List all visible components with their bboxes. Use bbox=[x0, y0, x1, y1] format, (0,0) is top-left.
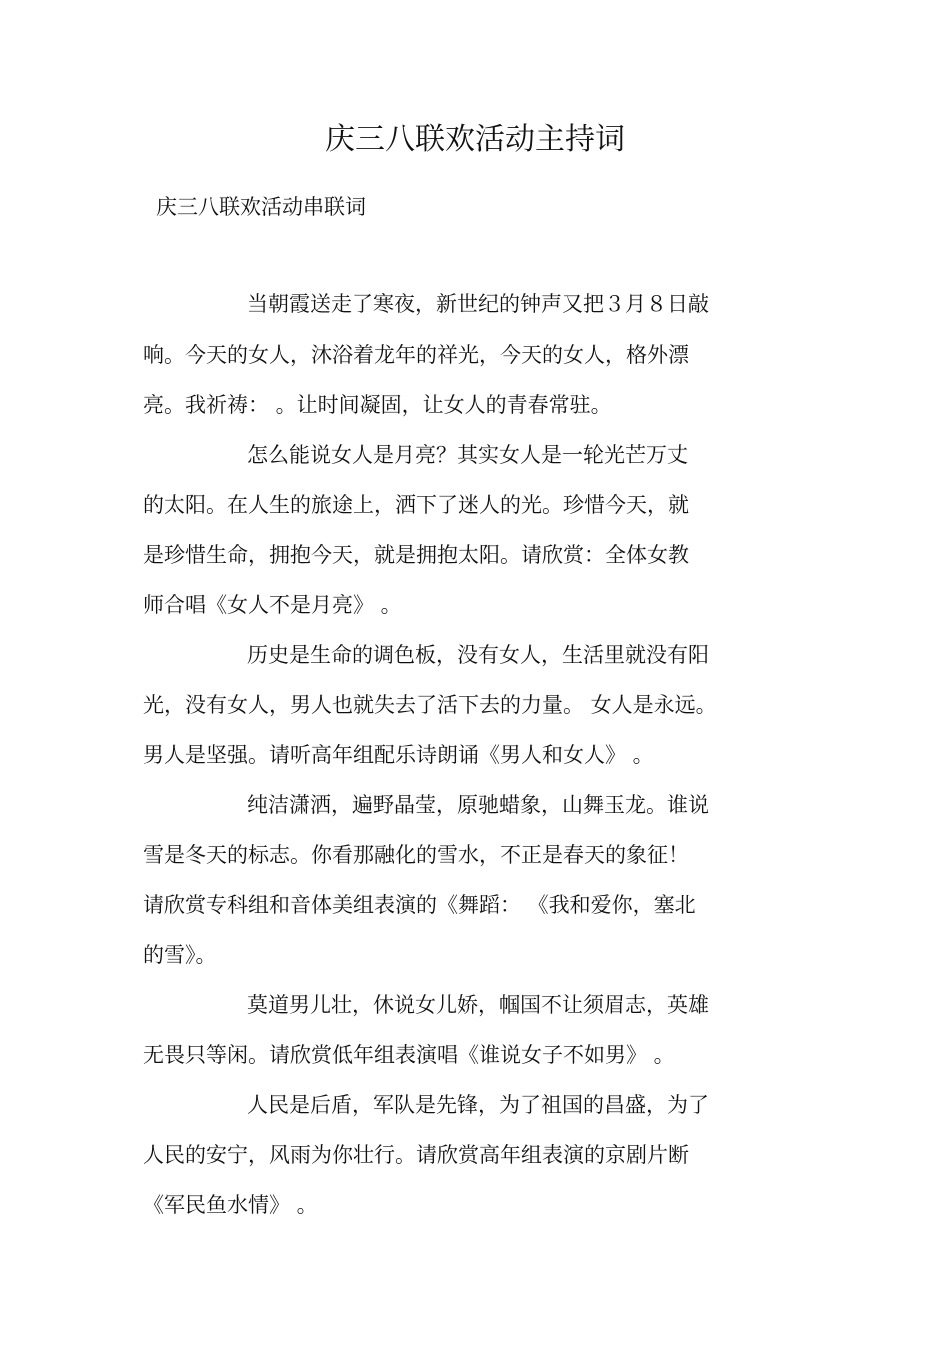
paragraph-6-line-1: 人民是后盾，军队是先锋，为了祖国的昌盛，为了 bbox=[247, 1093, 709, 1117]
paragraph-2-line-1: 怎么能说女人是月亮？其实女人是一轮光芒万丈 bbox=[247, 443, 688, 467]
paragraph-4-line-2: 雪是冬天的标志。你看那融化的雪水，不正是春天的象征！ bbox=[143, 843, 689, 867]
paragraph-3-line-3: 男人是坚强。请听高年组配乐诗朗诵《男人和女人》 。 bbox=[143, 743, 654, 767]
paragraph-5-line-2: 无畏只等闲。请欣赏低年组表演唱《谁说女子不如男》 。 bbox=[143, 1043, 675, 1067]
paragraph-6-line-3: 《军民鱼水情》 。 bbox=[143, 1193, 318, 1217]
paragraph-3-line-2: 光，没有女人，男人也就失去了活下去的力量。 女人是永远。 bbox=[143, 693, 717, 717]
document-title: 庆三八联欢活动主持词 bbox=[325, 122, 625, 157]
paragraph-1-line-2: 响。今天的女人，沐浴着龙年的祥光，今天的女人，格外漂 bbox=[143, 343, 689, 367]
paragraph-4-line-4: 的雪》。 bbox=[143, 943, 217, 967]
paragraph-1-line-3: 亮。我祈祷： 。让时间凝固，让女人的青春常驻。 bbox=[143, 393, 612, 417]
paragraph-6-line-2: 人民的安宁，风雨为你壮行。请欣赏高年组表演的京剧片断 bbox=[143, 1143, 689, 1167]
paragraph-4-line-3: 请欣赏专科组和音体美组表演的《舞蹈： 《我和爱你，塞北 bbox=[143, 893, 696, 917]
paragraph-5-line-1: 莫道男儿壮，休说女儿娇，帼国不让须眉志，英雄 bbox=[247, 993, 709, 1017]
paragraph-2-line-2: 的太阳。在人生的旅途上，洒下了迷人的光。珍惜今天，就 bbox=[143, 493, 689, 517]
paragraph-1-line-1: 当朝霞送走了寒夜，新世纪的钟声又把３月８日敲 bbox=[247, 292, 709, 316]
paragraph-4-line-1: 纯洁潇洒，遍野晶莹，原驰蜡象，山舞玉龙。谁说 bbox=[247, 793, 709, 817]
paragraph-2-line-4: 师合唱《女人不是月亮》 。 bbox=[143, 593, 402, 617]
paragraph-3-line-1: 历史是生命的调色板，没有女人，生活里就没有阳 bbox=[247, 643, 709, 667]
paragraph-2-line-3: 是珍惜生命，拥抱今天，就是拥抱太阳。请欣赏：全体女教 bbox=[143, 543, 689, 567]
document-subtitle: 庆三八联欢活动串联词 bbox=[156, 195, 366, 219]
